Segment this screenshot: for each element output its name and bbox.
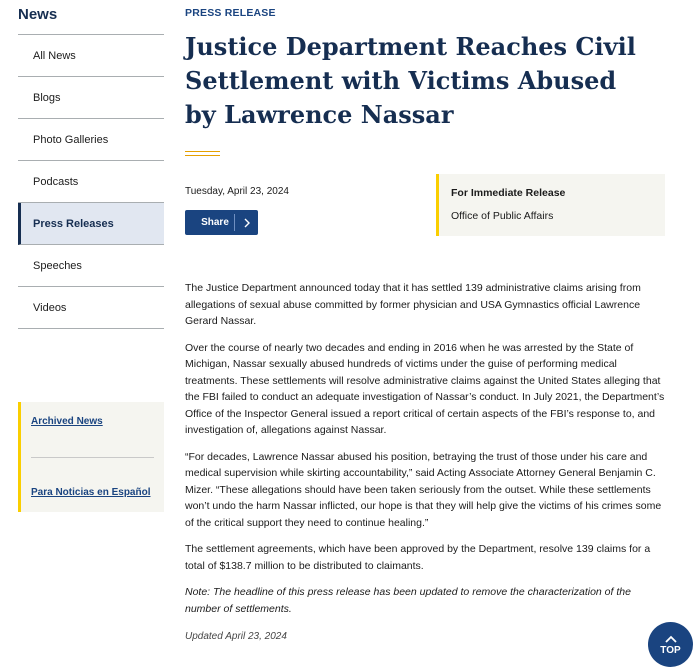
sidebar-item-all-news[interactable]: All News [18, 35, 164, 77]
page-title: Justice Department Reaches Civil Settlement with Victims Abused by Lawrence Nassar [185, 32, 636, 129]
spanish-news-link[interactable]: Para Noticias en Español [31, 487, 151, 498]
publish-date: Tuesday, April 23, 2024 [185, 186, 289, 197]
back-to-top-button[interactable] [648, 622, 693, 667]
article-paragraph: Over the course of nearly two decades and ending in 2016 when he was arrested by the State of Michigan, Nassar sexually abused hundreds of victims under the guise of performing medical treatments. These settlements will resolve administrative claims against the United States alleging that the FBI failed to conduct an adequate investigation of Nassar’s conduct. In July 2021, the Department’s Office of the Inspector General issued a report critical of certain aspects of the FBI’s response to, and investigation of, allegations against Nassar. [185, 341, 665, 436]
archived-news-link[interactable]: Archived News [31, 416, 103, 427]
share-label: Share [201, 217, 229, 228]
share-button[interactable] [185, 210, 258, 235]
sidebar-nav [18, 34, 164, 329]
release-office: Office of Public Affairs [451, 210, 554, 222]
title-underline-second [185, 155, 220, 156]
sidebar-item-blogs[interactable]: Blogs [18, 77, 164, 119]
release-title: For Immediate Release [451, 187, 566, 199]
article-note: Note: The headline of this press release has been updated to remove the characterization of the number of settlements. [185, 586, 631, 615]
updated-date: Updated April 23, 2024 [185, 631, 287, 642]
article-paragraph: “For decades, Lawrence Nassar abused his position, betraying the trust of those under his care and medical supervision while skirting accountability,” said Acting Associate Attorney General Benjamin C. Mizer. “These allegations should have been taken seriously from the outset. While these settlements won’t undo the harm Nassar inflicted, our hope is that they will help give the victims of his crimes some of the critical support they need to continue healing.” [185, 450, 662, 529]
sidebar-links-box [18, 402, 164, 512]
article-paragraph: The Justice Department announced today that it has settled 139 administrative claims arising from allegations of sexual abuse committed by former physician and USA Gymnastics official Lawrence Gerard Nassar. [185, 282, 641, 327]
sidebar-links-divider [31, 457, 154, 458]
release-info-box [436, 174, 665, 236]
back-to-top-label: TOP [660, 644, 681, 656]
article-body [185, 280, 665, 627]
sidebar-item-photo-galleries[interactable]: Photo Galleries [18, 119, 164, 161]
article-paragraph: The settlement agreements, which have been approved by the Department, resolve 139 claims for a total of $138.7 million to be distributed to claimants. [185, 543, 651, 572]
sidebar-item-videos[interactable]: Videos [18, 287, 164, 329]
sidebar-title: News [18, 6, 58, 23]
title-underline [185, 151, 220, 152]
chevron-right-icon [235, 218, 258, 228]
sidebar-item-press-releases[interactable]: Press Releases [18, 203, 164, 245]
article-type-label: PRESS RELEASE [185, 7, 276, 19]
sidebar-item-speeches[interactable]: Speeches [18, 245, 164, 287]
sidebar-item-podcasts[interactable]: Podcasts [18, 161, 164, 203]
chevron-up-icon [665, 633, 677, 645]
